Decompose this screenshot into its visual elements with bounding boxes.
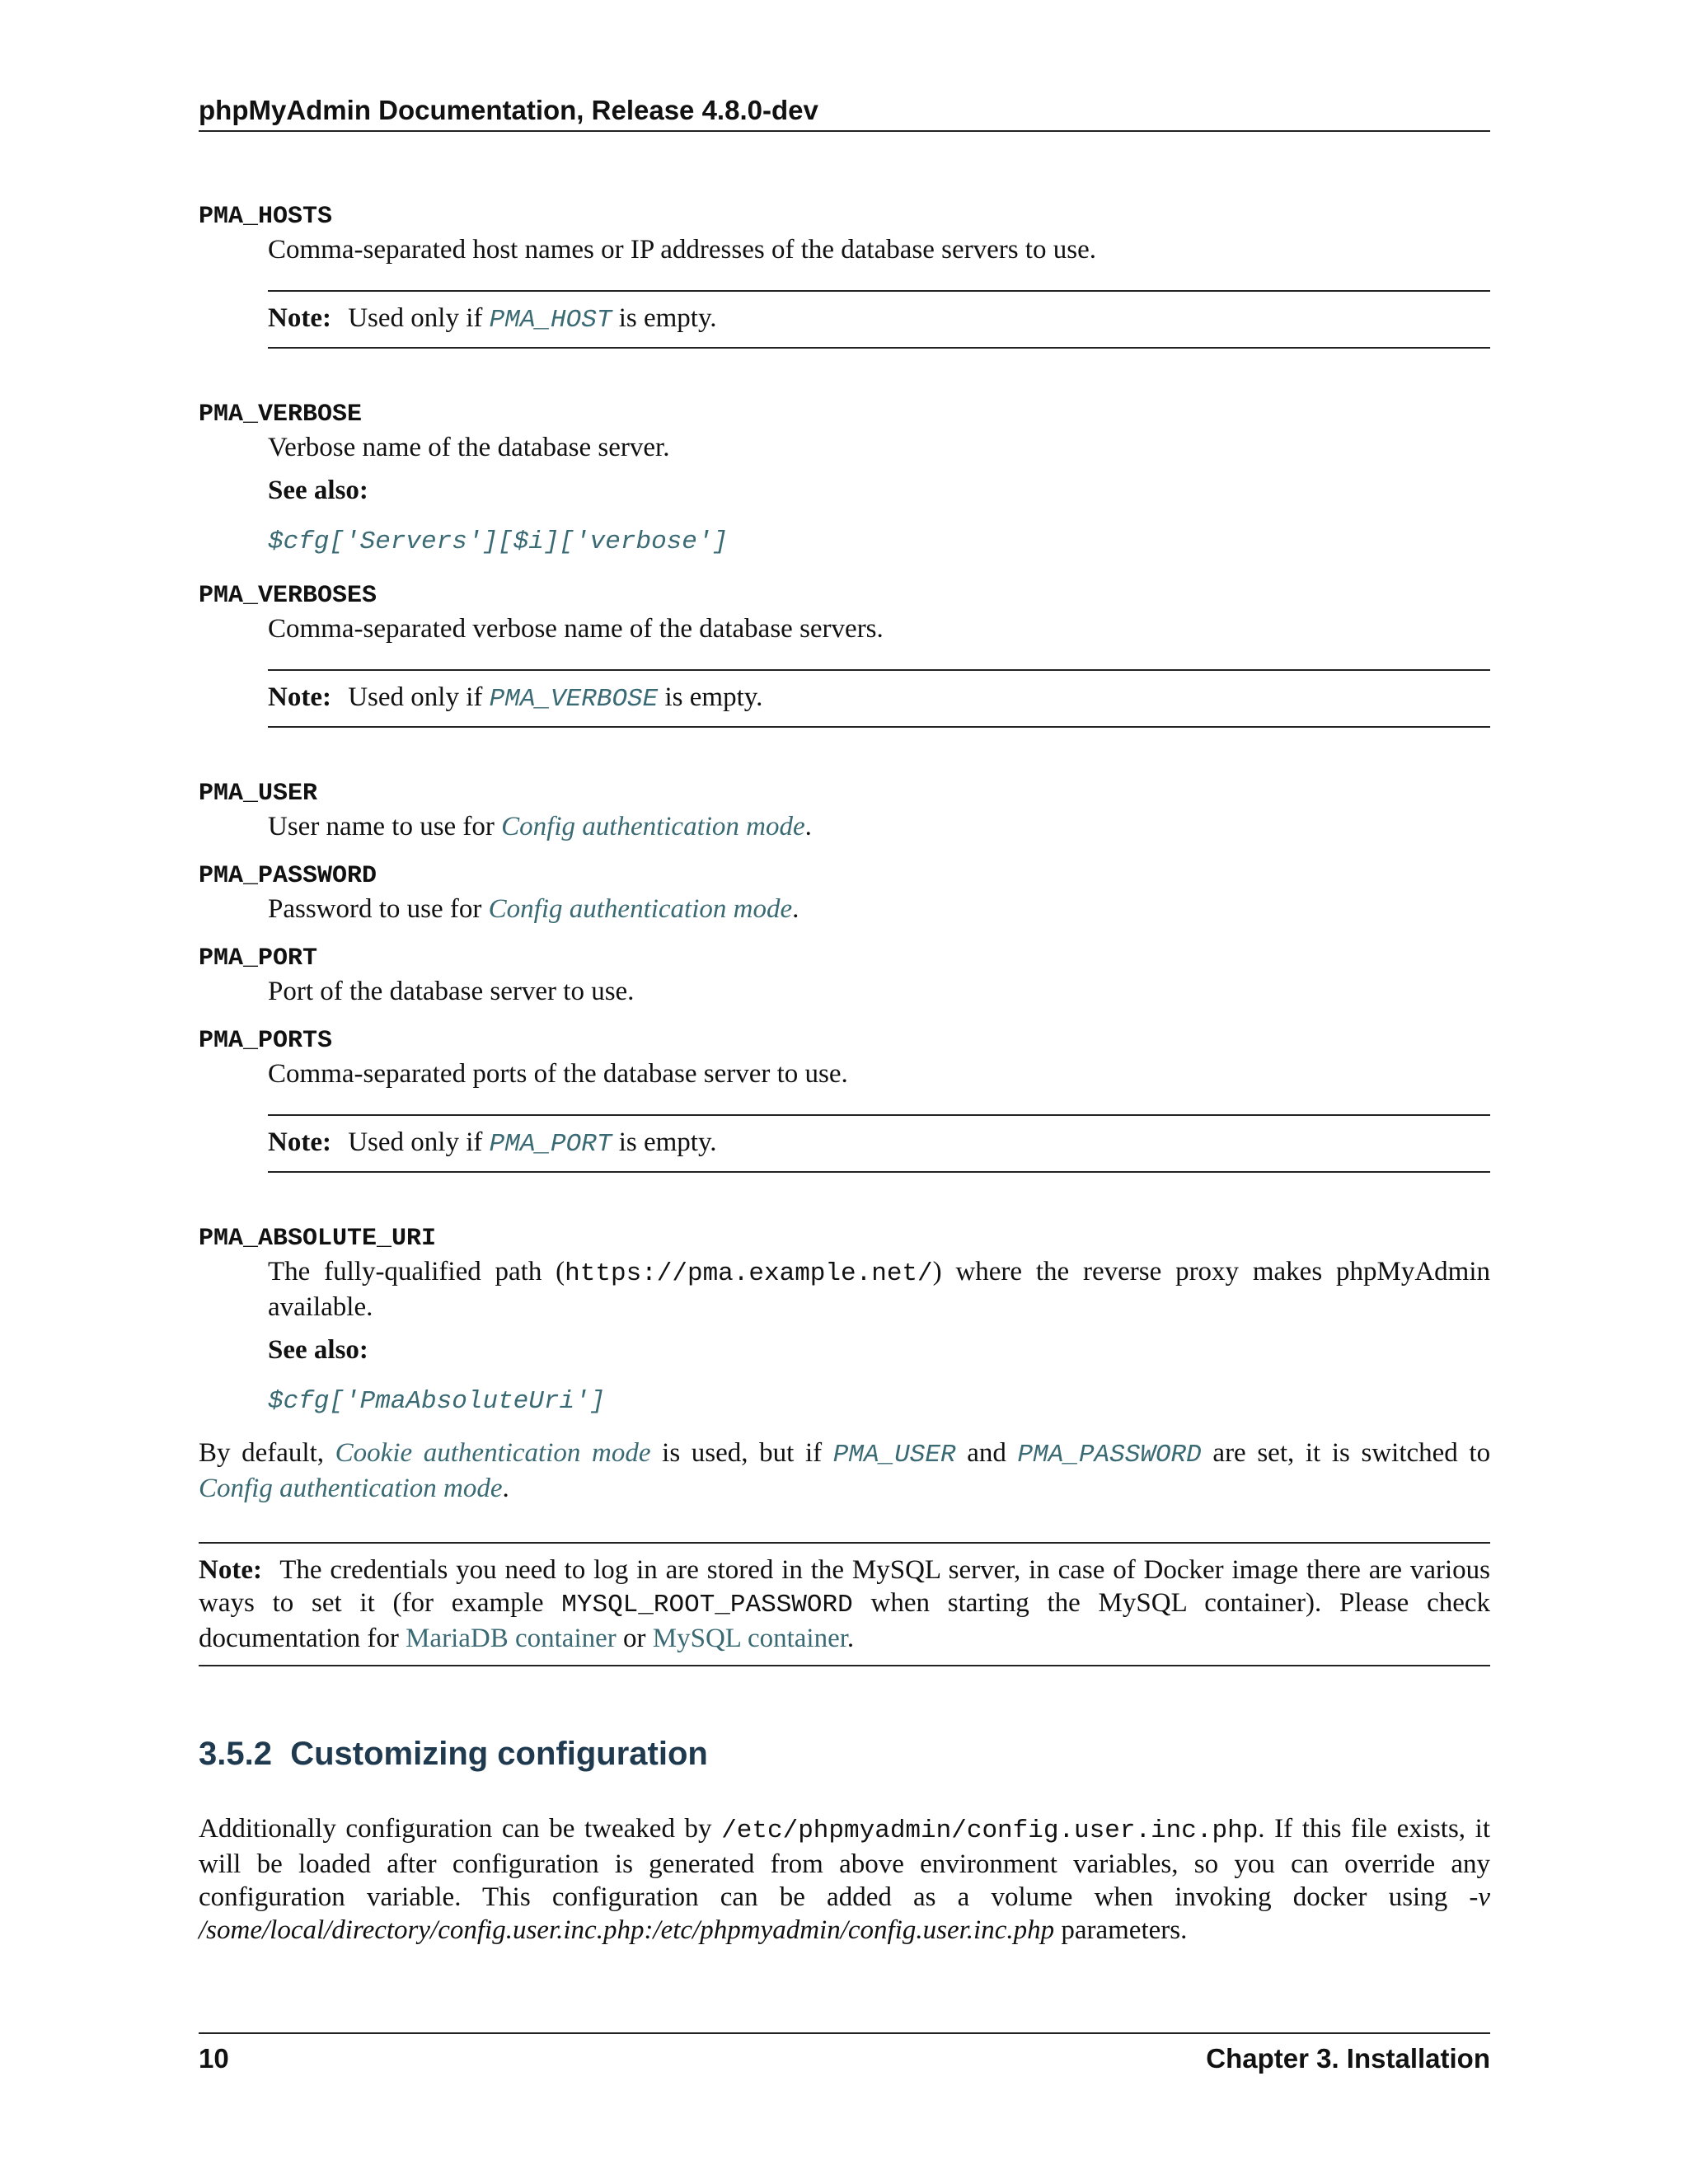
credentials-note: Note: The credentials you need to log in are stored in the MySQL server, in case of Docker image there are various ways to set it (for example MYSQL_ROOT_PASSWORD when starting the MySQL container). Please check documentation for MariaDB container or MySQL container. (199, 1542, 1490, 1666)
note-text: Used only if (348, 682, 483, 712)
note-pma-hosts (268, 290, 1490, 349)
note-label: Note: (199, 1555, 262, 1585)
term-pma-user: PMA_USER (199, 780, 318, 808)
document-page (199, 0, 1490, 2184)
desc-pma-port: Port of the database server to use. (268, 977, 635, 1006)
note-label: Note: (268, 682, 331, 712)
note-pma-verboses (268, 669, 1490, 728)
link-cookie-auth-mode[interactable]: Cookie authentication mode (335, 1438, 651, 1468)
code-url: https://pma.example.net/ (565, 1259, 933, 1288)
section-number: 3.5.2 (199, 1736, 272, 1772)
link-config-auth-mode[interactable]: Config authentication mode (501, 812, 805, 841)
entry-pma-password (199, 860, 1490, 926)
term-pma-ports: PMA_PORTS (199, 1027, 333, 1055)
term-pma-hosts: PMA_HOSTS (199, 203, 333, 231)
code-config-path: /etc/phpmyadmin/config.user.inc.php (721, 1816, 1259, 1845)
desc-pma-verboses: Comma-separated verbose name of the database servers. (268, 614, 884, 644)
running-header (199, 92, 1490, 132)
note-text: Used only if (348, 1127, 483, 1157)
docker-volume-option: -v /some/local/directory/config.user.inc.php:/etc/phpmyadmin/config.user.inc.php (199, 1882, 1491, 1945)
entry-pma-hosts (199, 200, 1490, 349)
term-pma-verbose: PMA_VERBOSE (199, 401, 363, 429)
document-title: phpMyAdmin Documentation, Release 4.8.0-dev (199, 95, 818, 125)
note-label: Note: (268, 303, 331, 333)
desc-pma-hosts: Comma-separated host names or IP addresses of the database servers to use. (268, 235, 1096, 265)
section-heading (199, 1732, 708, 1775)
link-config-auth-mode[interactable]: Config authentication mode (199, 1474, 503, 1503)
entry-pma-user (199, 777, 1490, 843)
link-pma-host[interactable]: PMA_HOST (489, 306, 612, 335)
link-mariadb-container[interactable]: MariaDB container (406, 1624, 617, 1653)
desc-pma-absolute-uri: The fully-qualified path (https://pma.example.net/) where the reverse proxy makes phpMyAdmin available. (268, 1257, 1490, 1322)
desc-pma-verbose: Verbose name of the database server. (268, 433, 670, 462)
entry-pma-port (199, 942, 1490, 1008)
note-text: Used only if (348, 303, 483, 333)
link-pma-verbose[interactable]: PMA_VERBOSE (489, 685, 659, 714)
see-also-label: See also: (268, 476, 368, 505)
page-number: 10 (199, 2043, 229, 2074)
note-text: is empty. (618, 1127, 717, 1157)
term-pma-port: PMA_PORT (199, 944, 318, 972)
link-mysql-container[interactable]: MySQL container (652, 1624, 847, 1653)
link-config-auth-mode[interactable]: Config authentication mode (488, 894, 793, 924)
see-also-label: See also: (268, 1335, 368, 1365)
chapter-title: Chapter 3. Installation (1206, 2043, 1490, 2074)
link-cfg-pma-absolute-uri[interactable]: $cfg['PmaAbsoluteUri'] (268, 1387, 606, 1416)
link-pma-port[interactable]: PMA_PORT (489, 1130, 612, 1159)
term-pma-absolute-uri: PMA_ABSOLUTE_URI (199, 1225, 437, 1253)
entry-pma-verboses (199, 579, 1490, 728)
default-auth-paragraph: By default, Cookie authentication mode is used, but if PMA_USER and PMA_PASSWORD are set, it is switched to Config authentication mode. (199, 1438, 1491, 1503)
link-pma-user[interactable]: PMA_USER (832, 1441, 956, 1469)
term-pma-verboses: PMA_VERBOSES (199, 582, 377, 610)
note-text: is empty. (664, 682, 763, 712)
desc-pma-ports: Comma-separated ports of the database server to use. (268, 1059, 848, 1089)
section-title: Customizing configuration (290, 1736, 708, 1772)
term-pma-password: PMA_PASSWORD (199, 862, 377, 890)
code-mysql-root-password: MYSQL_ROOT_PASSWORD (561, 1591, 853, 1619)
entry-pma-ports (199, 1024, 1490, 1173)
desc-pma-user: User name to use for Config authentication mode. (268, 812, 812, 841)
customizing-paragraph: Additionally configuration can be tweaked by /etc/phpmyadmin/config.user.inc.php. If this file exists, it will be loaded after configuration is generated from above environment variables, so you can override any configuration variable. This configuration can be added as a volume when invoking docker using -v /some/local/directory/config.user.inc.php:/etc/phpmyadmin/config.user.inc.php parameters. (199, 1814, 1491, 1945)
note-text: is empty. (618, 303, 717, 333)
credentials-note-block (199, 1542, 1490, 1666)
running-footer (199, 2032, 1490, 2077)
entry-pma-verbose (199, 398, 1490, 559)
entry-pma-absolute-uri (199, 1222, 1490, 1418)
desc-pma-password: Password to use for Config authentication mode. (268, 894, 799, 924)
note-pma-ports (268, 1114, 1490, 1173)
link-cfg-servers-verbose[interactable]: $cfg['Servers'][$i]['verbose'] (268, 527, 729, 556)
note-label: Note: (268, 1127, 331, 1157)
link-pma-password[interactable]: PMA_PASSWORD (1017, 1441, 1202, 1469)
